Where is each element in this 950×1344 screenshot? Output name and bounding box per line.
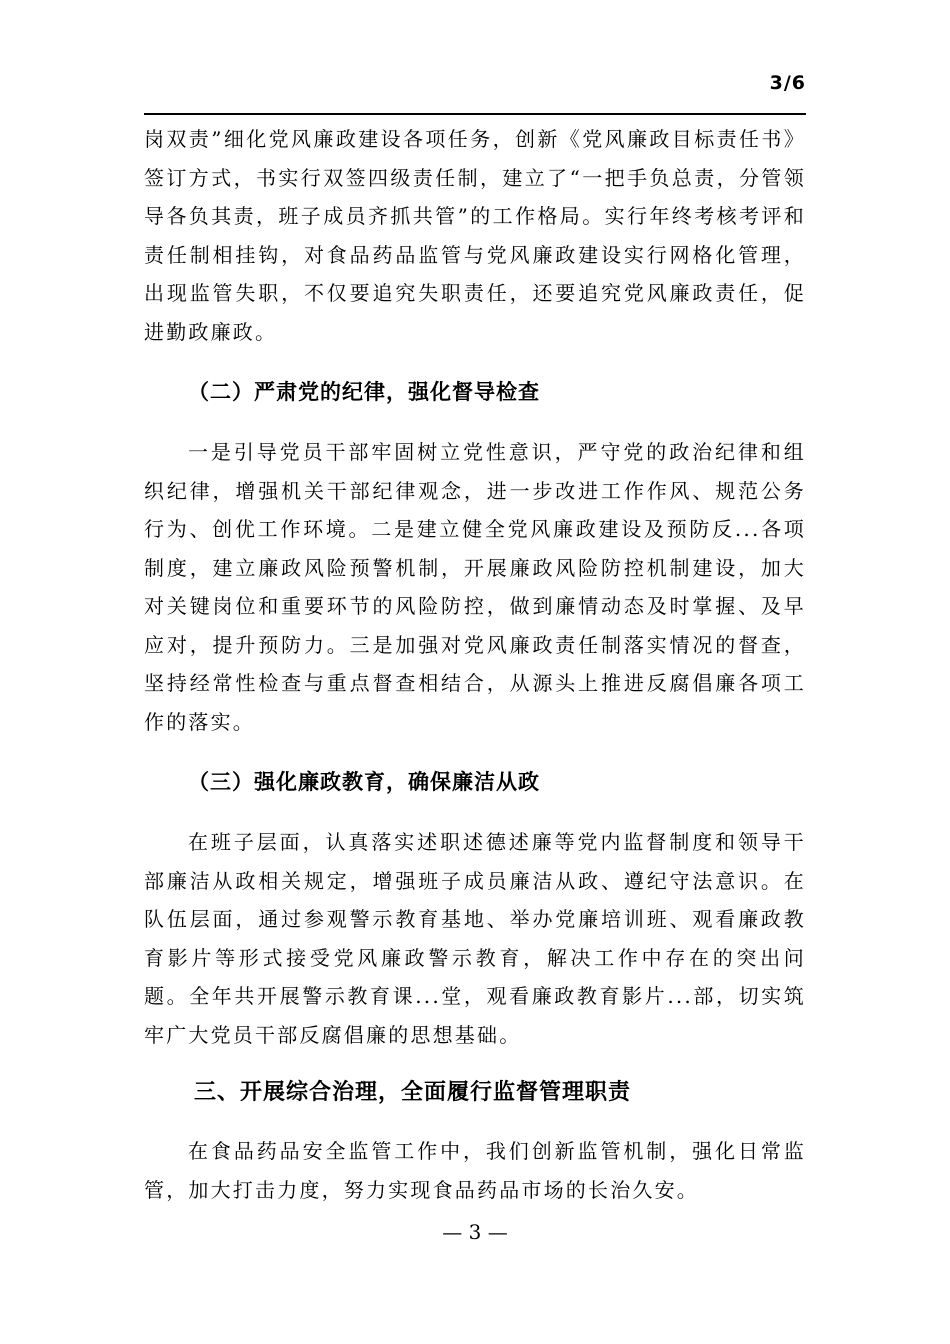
section-heading: 三、开展综合治理，全面履行监督管理职责 (194, 1080, 632, 1105)
section-subheading: （三）强化廉政教育，确保廉洁从政 (188, 770, 540, 794)
page-counter: 3/6 (769, 72, 806, 94)
section-subheading: （二）严肃党的纪律，强化督导检查 (188, 380, 540, 404)
body-paragraph: 在班子层面，认真落实述职述德述廉等党内监督制度和领导干部廉洁从政相关规定，增强班子成员廉洁从政、遵纪守法意识。在队伍层面，通过参观警示教育基地、举办党廉培训班、观看廉政教育影片等形式接受党风廉政警示教育，解决工作中存在的突出问题。全年共开展警示教育课...堂，观看廉政教育影片...部，切实筑牢广大党员干部反腐倡廉的思想基础。 (144, 830, 806, 1047)
header-rule (144, 113, 806, 115)
body-paragraph: 岗双责”细化党风廉政建设各项任务，创新《党风廉政目标责任书》签订方式，书实行双签四级责任制，建立了“一把手负总责，分管领导各负其责，班子成员齐抓共管”的工作格局。实行年终考核考评和责任制相挂钩，对食品药品监管与党风廉政建设实行网格化管理，出现监管失职，不仅要追究失职责任，还要追究党风廉政责任，促进勤政廉政。 (144, 127, 806, 344)
body-paragraph: 在食品药品安全监管工作中，我们创新监管机制，强化日常监管，加大打击力度，努力实现食品药品市场的长治久安。 (144, 1139, 806, 1202)
footer-page-number: — 3 — (442, 1220, 508, 1244)
body-paragraph: 一是引导党员干部牢固树立党性意识，严守党的政治纪律和组织纪律，增强机关干部纪律观念，进一步改进工作作风、规范公务行为、创优工作环境。二是建立健全党风廉政建设及预防反...各项制度，建立廉政风险预警机制，开展廉政风险防控机制建设，加大对关键岗位和重要环节的风险防控，做到廉情动态及时掌握、及早应对，提升预防力。三是加强对党风廉政责任制落实情况的督查，坚持经常性检查与重点督查相结合，从源头上推进反腐倡廉各项工作的落实。 (144, 440, 806, 734)
document-body (144, 120, 806, 1209)
